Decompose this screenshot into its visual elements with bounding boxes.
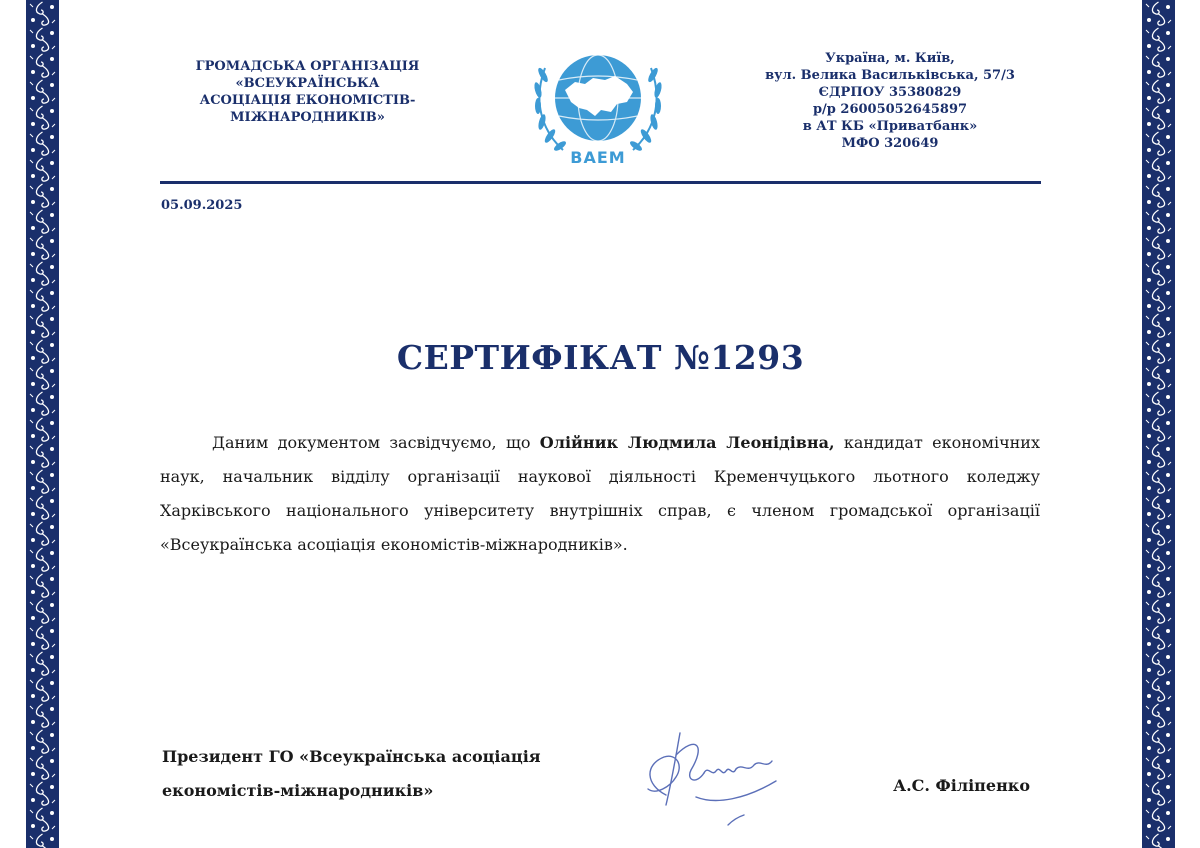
org-name-line: МІЖНАРОДНИКІВ»	[230, 110, 385, 125]
signer-name: А.С. Філіпенко	[893, 776, 1030, 795]
organization-name	[160, 58, 455, 126]
contact-line: вул. Велика Васильківська, 57/3	[765, 68, 1015, 83]
certificate-title: СЕРТИФІКАТ №1293	[396, 338, 805, 377]
header-divider	[160, 181, 1041, 184]
contact-line: в АТ КБ «Приватбанк»	[802, 119, 978, 134]
contact-line: МФО 320649	[841, 136, 939, 151]
org-name-line: АСОЦІАЦІЯ ЕКОНОМІСТІВ-	[199, 93, 416, 108]
contact-line: р/р 26005052645897	[812, 102, 968, 117]
handwritten-signature	[636, 725, 786, 835]
contact-line: Україна, м. Київ,	[825, 51, 955, 66]
org-name-line: «ВСЕУКРАЇНСЬКА	[235, 76, 380, 91]
signer-position-line: Президент ГО «Всеукраїнська асоціація	[162, 747, 541, 766]
body-text-before: Даним документом засвідчуємо, що	[212, 433, 540, 452]
ornamental-border-left	[26, 0, 59, 848]
organization-contacts	[740, 50, 1040, 152]
signer-position-line: економістів-міжнародників»	[162, 781, 434, 800]
holder-name: Олійник Людмила Леонідівна,	[539, 433, 835, 452]
contact-line: ЄДРПОУ 35380829	[818, 85, 962, 100]
org-name-line: ГРОМАДСЬКА ОРГАНІЗАЦІЯ	[195, 59, 420, 74]
signer-position	[162, 740, 582, 808]
ornamental-border-right	[1142, 0, 1175, 848]
certificate-body	[160, 426, 1040, 562]
document-date: 05.09.2025	[161, 198, 243, 213]
body-text-after: кандидат економічних наук, начальник відділу організації наукової діяльності Кременчуцького льотного коледжу Харківського національного університету внутрішніх справ, є членом громадської організації «Всеукраїнська асоціація економістів-міжнародників».	[160, 433, 1040, 554]
vaem-logo	[523, 30, 673, 170]
logo-text: ВАЕМ	[570, 148, 626, 167]
